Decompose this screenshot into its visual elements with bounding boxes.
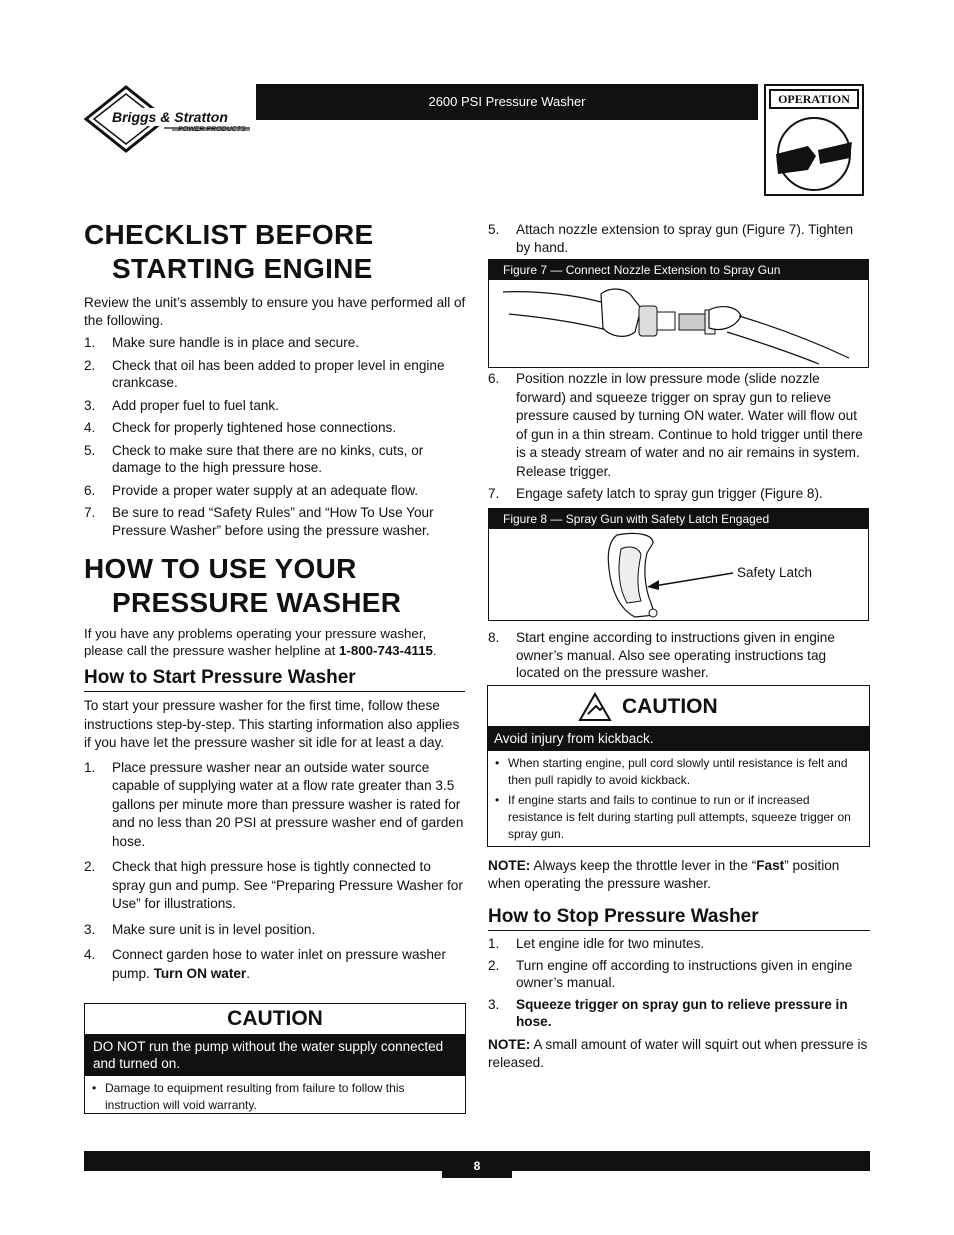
warning-triangle-icon bbox=[578, 692, 612, 722]
list-item: 3. Squeeze trigger on spray gun to relieve pressure in hose. bbox=[488, 996, 848, 1029]
list-item: 2. Turn engine off according to instructions given in engine owner’s manual. bbox=[488, 957, 853, 990]
howto-title-line1: HOW TO USE YOUR bbox=[84, 553, 357, 584]
list-item: 6. Provide a proper water supply at an adequate flow. bbox=[84, 482, 419, 498]
step6-7-list bbox=[488, 370, 870, 502]
header-title: 2600 PSI Pressure Washer bbox=[256, 84, 758, 120]
caution-header-row bbox=[488, 686, 869, 726]
caution-warning: DO NOT run the pump without the water supply connected and turned on. bbox=[85, 1034, 465, 1076]
list-item: 3. Add proper fuel to fuel tank. bbox=[84, 397, 280, 413]
caution-box-water bbox=[84, 1003, 466, 1114]
list-item: 7. Be sure to read “Safety Rules” and “How To Use Your Pressure Washer” before using the pressure washer. bbox=[84, 505, 434, 538]
note-throttle: NOTE: Always keep the throttle lever in the “Fast” position when operating the pressure washer. bbox=[488, 858, 840, 891]
caution-bullets bbox=[85, 1076, 465, 1118]
list-item: 5. Attach nozzle extension to spray gun (Figure 7). Tighten by hand. bbox=[488, 222, 854, 255]
figure-8 bbox=[488, 508, 869, 621]
caution-box-kickback bbox=[487, 685, 870, 847]
nozzle-extension-illustration bbox=[489, 280, 868, 367]
list-item: • If engine starts and fails to continue to run or if increased resistance is felt during starting pull attempts, squeeze trigger on spray gun. bbox=[494, 792, 863, 843]
list-item: 1. Place pressure washer near an outside water source capable of supplying water at a flow rate greater than 3.5 gallons per minute more than pressure washer is rated for and no less than 20 PSI at pressure washer end of garden hose. bbox=[84, 759, 464, 849]
caution-heading: CAUTION bbox=[622, 695, 718, 718]
step5-list bbox=[488, 221, 870, 256]
list-item: 6. Position nozzle in low pressure mode (slide nozzle forward) and squeeze trigger on spray gun to relieve pressure caused by turning ON water. Water will flow out of gun in a thin stream. Continue to hold trigger until there is a steady stream of water and no air remains in system. Release trigger. bbox=[488, 371, 863, 479]
stop-steps bbox=[488, 935, 870, 1031]
list-item: 3. Make sure unit is in level position. bbox=[84, 921, 316, 937]
page-number: 8 bbox=[442, 1151, 512, 1178]
figure-8-caption: Figure 8 — Spray Gun with Safety Latch Engaged bbox=[489, 509, 868, 529]
logo-subtext: POWER PRODUCTS bbox=[178, 126, 246, 133]
list-item: 1. Let engine idle for two minutes. bbox=[488, 936, 705, 951]
start-intro: To start your pressure washer for the first time, follow these instructions step-by-step. This starting information also applies if you have let the pressure washer sit idle for at least a day. bbox=[84, 698, 460, 750]
list-item: 2. Check that high pressure hose is tightly connected to spray gun and pump. See “Preparing Pressure Washer for Use” for illustrations. bbox=[84, 859, 463, 911]
list-item: • Damage to equipment resulting from failure to follow this instruction will void warranty. bbox=[91, 1080, 459, 1114]
list-item: 2. Check that oil has been added to proper level in engine crankcase. bbox=[84, 357, 445, 390]
operation-icon bbox=[768, 112, 860, 192]
safety-latch-label: Safety Latch bbox=[737, 565, 813, 580]
section-tab-label: OPERATION bbox=[769, 89, 859, 109]
list-item: 1. Make sure handle is in place and secure. bbox=[84, 335, 360, 350]
checklist-intro: Review the unit’s assembly to ensure you have performed all of the following. bbox=[84, 295, 466, 328]
howto-title bbox=[84, 552, 466, 620]
operation-section-badge bbox=[764, 84, 864, 196]
list-item: 8. Start engine according to instructions given in engine owner’s manual. Also see operating instructions tag located on the pressure washer. bbox=[488, 630, 835, 680]
checklist-list bbox=[84, 334, 466, 539]
figure-7 bbox=[488, 259, 869, 368]
list-item: 5. Check to make sure that there are no kinks, cuts, or damage to the high pressure hose. bbox=[84, 442, 424, 475]
checklist-title bbox=[84, 218, 466, 286]
list-item: 4. Connect garden hose to water inlet on pressure washer pump. Turn ON water. bbox=[84, 947, 446, 981]
start-heading: How to Start Pressure Washer bbox=[84, 666, 465, 692]
caution-warning: Avoid injury from kickback. bbox=[488, 726, 869, 751]
helpline-number: 1-800-743-4115 bbox=[339, 643, 433, 658]
stop-heading: How to Stop Pressure Washer bbox=[488, 905, 870, 931]
start-steps bbox=[84, 759, 465, 984]
caution-heading: CAUTION bbox=[227, 1007, 323, 1030]
howto-intro: If you have any problems operating your pressure washer, please call the pressure washer helpline at 1-800-743-4115. bbox=[84, 626, 437, 658]
checklist-title-line1: CHECKLIST BEFORE bbox=[84, 219, 374, 250]
list-item: 4. Check for properly tightened hose connections. bbox=[84, 420, 397, 435]
note-water: NOTE: A small amount of water will squirt out when pressure is released. bbox=[488, 1036, 868, 1070]
briggs-stratton-logo bbox=[84, 84, 256, 154]
figure-7-caption: Figure 7 — Connect Nozzle Extension to Spray Gun bbox=[489, 260, 868, 280]
checklist-title-line2: STARTING ENGINE bbox=[112, 253, 373, 284]
logo-text: Briggs & Stratton bbox=[112, 109, 228, 125]
howto-title-line2: PRESSURE WASHER bbox=[112, 587, 402, 618]
step8-list bbox=[488, 629, 870, 682]
caution-bullets bbox=[488, 751, 869, 847]
list-item: 7. Engage safety latch to spray gun trigger (Figure 8). bbox=[488, 485, 823, 501]
list-item: • When starting engine, pull cord slowly until resistance is felt and then pull rapidly to avoid kickback. bbox=[494, 755, 863, 789]
